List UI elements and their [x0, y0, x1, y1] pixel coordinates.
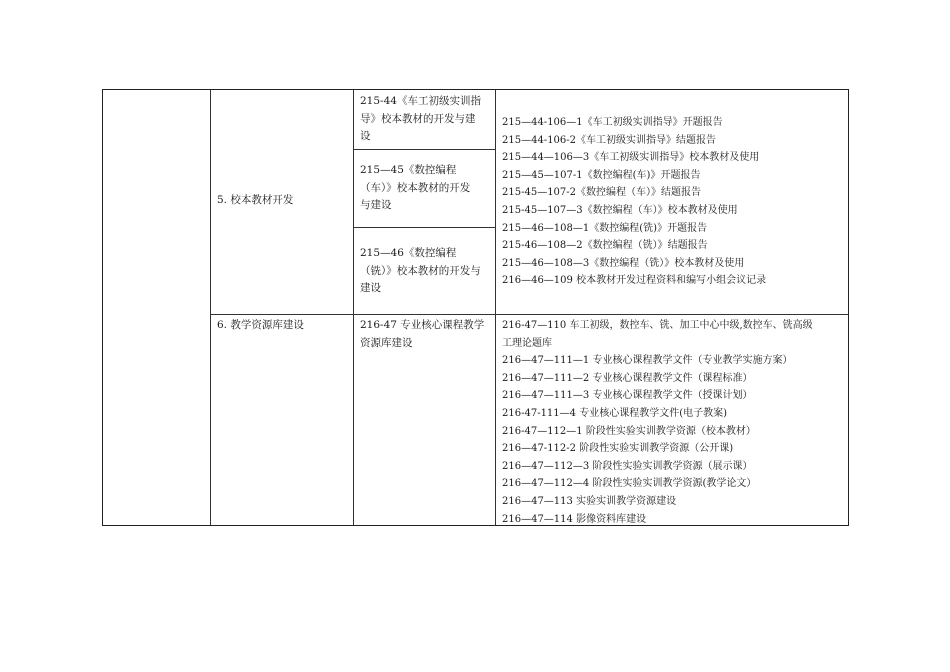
- sub-row-divider: [353, 149, 495, 150]
- list-item: 216—47—113 实验实训教学资源建设: [502, 495, 677, 507]
- list-item: 工理论题库: [502, 337, 552, 349]
- list-item: 216—47—114 影像资料库建设: [502, 513, 647, 525]
- list-item: 215—44-106—1《车工初级实训指导》开题报告: [502, 117, 723, 128]
- section-label-resource-library: 6. 教学资源库建设: [217, 319, 304, 331]
- list-item: 216-47—112—1 阶段性实验实训教学资源（校本教材）: [502, 425, 756, 437]
- list-item: 216-47—110 车工初级，数控车、铣、加工中心中级,数控车、铣高级: [502, 320, 813, 331]
- list-item: 215-45—107—3《数控编程（车）》校本教材及使用: [502, 204, 738, 216]
- list-item: 216—47—111—2 专业核心课程教学文件（课程标准）: [502, 372, 753, 384]
- row-divider: [210, 314, 848, 315]
- list-item: 216-47-111—4 专业核心课程教学文件(电子教案): [502, 407, 727, 419]
- list-item: 215—45—107-1《数控编程(车)》开题报告: [502, 169, 701, 181]
- topic-cell-215-46: 215—46《数控编程 （铣）》校本教材的开发与 建设: [360, 247, 481, 294]
- list-item: 216—46—109 校本教材开发过程资料和编写小组会议记录: [502, 275, 767, 287]
- column-divider: [495, 90, 496, 525]
- section-label-textbook: 5. 校本教材开发: [217, 194, 294, 206]
- column-divider: [210, 90, 211, 525]
- column-divider: [353, 90, 354, 525]
- topic-cell-215-45: 215—45《数控编程 （车）》校本教材的开发 与建设: [360, 164, 471, 211]
- topic-cell-215-44: 215-44《车工初级实训指 导》校本教材的开发与建 设: [360, 95, 481, 142]
- sub-row-divider: [353, 227, 495, 228]
- list-item: 216—47—112—4 阶段性实验实训教学资源(教学论文）: [502, 478, 757, 490]
- document-list-resource-library: [502, 317, 813, 528]
- document-list-textbook: [502, 114, 766, 290]
- records-table: [102, 89, 849, 526]
- list-item: 216—47—111—3 专业核心课程教学文件（授课计划）: [502, 390, 753, 402]
- list-item: 216—47—111—1 专业核心课程教学文件（专业教学实施方案）: [502, 355, 793, 367]
- list-item: 215—44-106-2《车工初级实训指导》结题报告: [502, 134, 717, 146]
- list-item: 216—47—112—3 阶段性实验实训教学资源（展示课）: [502, 460, 753, 472]
- list-item: 215—46—108—1《数控编程(铣)》开题报告: [502, 222, 708, 234]
- topic-cell-216-47: 216-47 专业核心课程教学 资源库建设: [360, 319, 485, 349]
- list-item: 215-46—108—2《数控编程（铣）》结题报告: [502, 240, 708, 252]
- list-item: 216—47-112-2 阶段性实验实训教学资源（公开课): [502, 443, 734, 455]
- list-item: 215—44—106—3《车工初级实训指导》校本教材及使用: [502, 152, 760, 164]
- list-item: 215-45—107-2《数控编程（车）》结题报告: [502, 187, 702, 199]
- list-item: 215—46—108—3《数控编程（铣）》校本教材及使用: [502, 257, 745, 269]
